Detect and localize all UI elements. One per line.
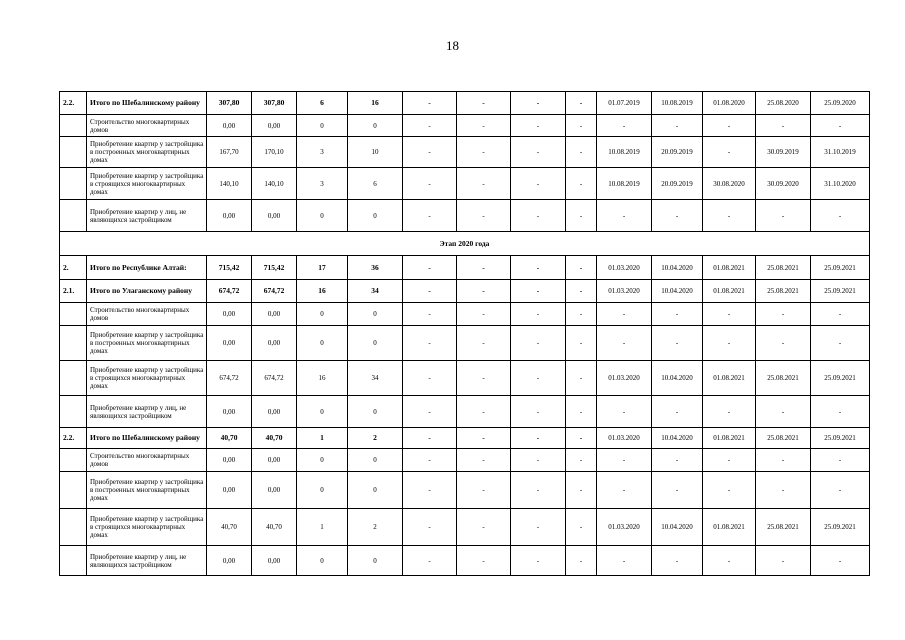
value-cell: 3 [297, 137, 348, 168]
row-number-cell [60, 200, 87, 232]
value-cell: 2 [348, 428, 403, 449]
date-cell: 01.03.2020 [597, 428, 652, 449]
value-cell: 715,42 [252, 256, 297, 280]
value-cell: 140,10 [207, 168, 252, 200]
value-cell: 715,42 [207, 256, 252, 280]
value-cell: - [403, 361, 457, 396]
value-cell: - [403, 115, 457, 137]
value-cell: - [566, 200, 597, 232]
value-cell: - [511, 396, 566, 428]
value-cell: 0,00 [252, 449, 297, 472]
value-cell: - [403, 200, 457, 232]
row-number-cell [60, 546, 87, 576]
date-cell: - [652, 200, 703, 232]
table-row [60, 396, 870, 428]
date-cell: - [811, 546, 870, 576]
value-cell: 0 [348, 472, 403, 509]
date-cell: - [597, 449, 652, 472]
value-cell: 16 [348, 92, 403, 115]
value-cell: - [511, 200, 566, 232]
value-cell: - [403, 280, 457, 303]
row-number-cell [60, 115, 87, 137]
date-cell: 01.03.2020 [597, 361, 652, 396]
date-cell: 01.03.2020 [597, 509, 652, 546]
row-description-cell: Приобретение квартир у застройщика в построенных многоквартирных домах [87, 137, 207, 168]
value-cell: 0 [348, 115, 403, 137]
row-number-cell [60, 396, 87, 428]
date-cell: 01.08.2021 [703, 509, 756, 546]
row-description-cell: Приобретение квартир у застройщика в строящихся многоквартирных домах [87, 168, 207, 200]
date-cell: 01.08.2021 [703, 280, 756, 303]
row-number-cell: 2. [60, 256, 87, 280]
value-cell: 170,10 [252, 137, 297, 168]
date-cell: 25.09.2021 [811, 509, 870, 546]
date-cell: 25.08.2021 [756, 280, 811, 303]
value-cell: - [511, 428, 566, 449]
value-cell: 0 [348, 396, 403, 428]
date-cell: 10.04.2020 [652, 428, 703, 449]
value-cell: 6 [348, 168, 403, 200]
table-row [60, 449, 870, 472]
date-cell: - [756, 326, 811, 361]
value-cell: - [511, 137, 566, 168]
row-description-cell: Приобретение квартир у застройщика в строящихся многоквартирных домах [87, 361, 207, 396]
value-cell: 0 [297, 200, 348, 232]
value-cell: 40,70 [252, 509, 297, 546]
value-cell: 10 [348, 137, 403, 168]
date-cell: 10.04.2020 [652, 280, 703, 303]
date-cell: - [756, 200, 811, 232]
value-cell: 0,00 [252, 303, 297, 326]
row-description-cell: Итого по Шебалинскому району [87, 428, 207, 449]
value-cell: - [566, 326, 597, 361]
value-cell: - [566, 361, 597, 396]
table-row [60, 256, 870, 280]
date-cell: - [652, 449, 703, 472]
date-cell: 25.09.2021 [811, 428, 870, 449]
date-cell: - [756, 396, 811, 428]
date-cell: 01.08.2021 [703, 428, 756, 449]
value-cell: 0,00 [252, 396, 297, 428]
value-cell: 0 [297, 303, 348, 326]
date-cell: - [652, 546, 703, 576]
value-cell: 0 [297, 115, 348, 137]
value-cell: 0 [348, 200, 403, 232]
date-cell: - [703, 546, 756, 576]
value-cell: - [511, 168, 566, 200]
value-cell: - [511, 92, 566, 115]
date-cell: 25.09.2020 [811, 92, 870, 115]
value-cell: 6 [297, 92, 348, 115]
value-cell: - [403, 92, 457, 115]
value-cell: 40,70 [207, 509, 252, 546]
date-cell: - [703, 326, 756, 361]
date-cell: 25.08.2020 [756, 92, 811, 115]
row-number-cell [60, 449, 87, 472]
value-cell: 36 [348, 256, 403, 280]
date-cell: - [756, 115, 811, 137]
date-cell: - [703, 472, 756, 509]
value-cell: - [457, 92, 511, 115]
row-number-cell [60, 361, 87, 396]
value-cell: - [566, 509, 597, 546]
row-description-cell: Строительство многоквартирных домов [87, 115, 207, 137]
value-cell: - [511, 326, 566, 361]
date-cell: 10.08.2019 [597, 168, 652, 200]
date-cell: - [811, 449, 870, 472]
value-cell: - [511, 115, 566, 137]
value-cell: - [511, 256, 566, 280]
value-cell: - [403, 509, 457, 546]
value-cell: 0,00 [207, 200, 252, 232]
date-cell: 30.09.2019 [756, 137, 811, 168]
value-cell: - [511, 303, 566, 326]
row-description-cell: Приобретение квартир у лиц, не являющихся застройщиком [87, 396, 207, 428]
date-cell: - [652, 115, 703, 137]
date-cell: - [811, 115, 870, 137]
value-cell: - [511, 509, 566, 546]
value-cell: 0 [297, 449, 348, 472]
value-cell: - [566, 303, 597, 326]
date-cell: 01.03.2020 [597, 280, 652, 303]
row-description-cell: Приобретение квартир у лиц, не являющихся застройщиком [87, 200, 207, 232]
value-cell: - [403, 449, 457, 472]
date-cell: 25.08.2021 [756, 509, 811, 546]
value-cell: 0,00 [207, 449, 252, 472]
date-cell: - [597, 115, 652, 137]
value-cell: - [457, 168, 511, 200]
date-cell: - [597, 326, 652, 361]
value-cell: 0 [297, 472, 348, 509]
value-cell: 40,70 [207, 428, 252, 449]
value-cell: - [566, 472, 597, 509]
date-cell: 25.09.2021 [811, 256, 870, 280]
value-cell: - [403, 546, 457, 576]
date-cell: 25.08.2021 [756, 428, 811, 449]
row-description-cell: Строительство многоквартирных домов [87, 449, 207, 472]
row-number-cell [60, 509, 87, 546]
value-cell: 0,00 [207, 326, 252, 361]
date-cell: 10.04.2020 [652, 361, 703, 396]
date-cell: - [652, 472, 703, 509]
date-cell: - [597, 200, 652, 232]
date-cell: - [703, 137, 756, 168]
stage-header-row [60, 232, 870, 256]
row-number-cell [60, 137, 87, 168]
table-row [60, 200, 870, 232]
row-description-cell: Итого по Улаганскому району [87, 280, 207, 303]
date-cell: 01.08.2021 [703, 361, 756, 396]
value-cell: - [566, 115, 597, 137]
date-cell: 01.08.2020 [703, 92, 756, 115]
value-cell: - [403, 428, 457, 449]
value-cell: - [457, 396, 511, 428]
value-cell: - [403, 396, 457, 428]
date-cell: - [652, 396, 703, 428]
value-cell: - [457, 115, 511, 137]
value-cell: 3 [297, 168, 348, 200]
value-cell: - [566, 168, 597, 200]
date-cell: - [597, 396, 652, 428]
date-cell: 30.09.2020 [756, 168, 811, 200]
value-cell: 1 [297, 509, 348, 546]
value-cell: - [403, 137, 457, 168]
date-cell: - [811, 326, 870, 361]
date-cell: 25.09.2021 [811, 361, 870, 396]
value-cell: - [566, 137, 597, 168]
value-cell: 674,72 [207, 361, 252, 396]
row-number-cell [60, 326, 87, 361]
value-cell: - [457, 546, 511, 576]
date-cell: 31.10.2019 [811, 137, 870, 168]
date-cell: - [597, 472, 652, 509]
table-row [60, 92, 870, 115]
value-cell: 34 [348, 280, 403, 303]
value-cell: 0 [348, 326, 403, 361]
value-cell: - [457, 428, 511, 449]
value-cell: - [403, 168, 457, 200]
row-description-cell: Приобретение квартир у застройщика в построенных многоквартирных домах [87, 472, 207, 509]
value-cell: 0 [348, 303, 403, 326]
value-cell: - [457, 137, 511, 168]
schedule-table-wrapper [59, 91, 869, 576]
value-cell: 674,72 [252, 280, 297, 303]
value-cell: - [566, 396, 597, 428]
row-description-cell: Приобретение квартир у застройщика в построенных многоквартирных домах [87, 326, 207, 361]
value-cell: - [511, 472, 566, 509]
value-cell: 2 [348, 509, 403, 546]
date-cell: 01.03.2020 [597, 256, 652, 280]
date-cell: 10.08.2019 [597, 137, 652, 168]
value-cell: - [403, 472, 457, 509]
date-cell: - [652, 303, 703, 326]
value-cell: 0,00 [207, 303, 252, 326]
value-cell: 0 [297, 546, 348, 576]
date-cell: 25.08.2021 [756, 256, 811, 280]
table-row [60, 303, 870, 326]
table-row [60, 115, 870, 137]
row-number-cell [60, 303, 87, 326]
table-body [60, 92, 870, 576]
date-cell: - [703, 200, 756, 232]
value-cell: - [566, 428, 597, 449]
value-cell: 40,70 [252, 428, 297, 449]
stage-title: Этап 2020 года [60, 232, 870, 256]
date-cell: 20.09.2019 [652, 137, 703, 168]
value-cell: - [566, 256, 597, 280]
date-cell: 20.09.2019 [652, 168, 703, 200]
table-row [60, 546, 870, 576]
value-cell: 16 [297, 280, 348, 303]
value-cell: 307,80 [207, 92, 252, 115]
value-cell: - [457, 361, 511, 396]
value-cell: 0,00 [252, 326, 297, 361]
schedule-table [59, 91, 870, 576]
value-cell: - [566, 449, 597, 472]
value-cell: - [457, 280, 511, 303]
value-cell: - [457, 449, 511, 472]
value-cell: 140,10 [252, 168, 297, 200]
row-number-cell: 2.2. [60, 92, 87, 115]
date-cell: 01.07.2019 [597, 92, 652, 115]
value-cell: 674,72 [252, 361, 297, 396]
table-row [60, 428, 870, 449]
date-cell: 01.08.2021 [703, 256, 756, 280]
value-cell: - [566, 546, 597, 576]
value-cell: 1 [297, 428, 348, 449]
value-cell: - [457, 326, 511, 361]
value-cell: - [403, 256, 457, 280]
date-cell: - [811, 472, 870, 509]
value-cell: 0 [348, 546, 403, 576]
row-number-cell [60, 472, 87, 509]
value-cell: 0,00 [207, 472, 252, 509]
value-cell: - [511, 449, 566, 472]
value-cell: - [403, 303, 457, 326]
value-cell: 307,80 [252, 92, 297, 115]
value-cell: 0 [297, 396, 348, 428]
date-cell: - [597, 546, 652, 576]
row-description-cell: Приобретение квартир у лиц, не являющихся застройщиком [87, 546, 207, 576]
value-cell: 0 [297, 326, 348, 361]
value-cell: - [457, 200, 511, 232]
row-description-cell: Приобретение квартир у застройщика в строящихся многоквартирных домах [87, 509, 207, 546]
value-cell: 674,72 [207, 280, 252, 303]
value-cell: - [457, 256, 511, 280]
value-cell: 0,00 [252, 472, 297, 509]
value-cell: 0,00 [207, 546, 252, 576]
value-cell: 0,00 [207, 396, 252, 428]
date-cell: - [811, 200, 870, 232]
value-cell: 0,00 [252, 115, 297, 137]
date-cell: 25.09.2021 [811, 280, 870, 303]
date-cell: - [756, 449, 811, 472]
date-cell: - [597, 303, 652, 326]
date-cell: - [756, 303, 811, 326]
row-description-cell: Итого по Шебалинскому району [87, 92, 207, 115]
value-cell: - [403, 326, 457, 361]
date-cell: 31.10.2020 [811, 168, 870, 200]
date-cell: - [703, 115, 756, 137]
value-cell: 0 [348, 449, 403, 472]
row-description-cell: Итого по Республике Алтай: [87, 256, 207, 280]
value-cell: 0,00 [252, 200, 297, 232]
value-cell: - [457, 303, 511, 326]
date-cell: - [756, 546, 811, 576]
table-row [60, 168, 870, 200]
date-cell: - [703, 303, 756, 326]
value-cell: - [566, 280, 597, 303]
value-cell: - [457, 509, 511, 546]
value-cell: 17 [297, 256, 348, 280]
row-number-cell: 2.2. [60, 428, 87, 449]
date-cell: - [811, 396, 870, 428]
value-cell: 0,00 [207, 115, 252, 137]
value-cell: - [511, 361, 566, 396]
row-description-cell: Строительство многоквартирных домов [87, 303, 207, 326]
date-cell: 30.08.2020 [703, 168, 756, 200]
table-row [60, 326, 870, 361]
date-cell: 10.04.2020 [652, 509, 703, 546]
date-cell: - [703, 449, 756, 472]
value-cell: 0,00 [252, 546, 297, 576]
row-number-cell [60, 168, 87, 200]
table-row [60, 361, 870, 396]
row-number-cell: 2.1. [60, 280, 87, 303]
value-cell: - [566, 92, 597, 115]
date-cell: 25.08.2021 [756, 361, 811, 396]
page-number: 18 [446, 38, 459, 53]
value-cell: 167,70 [207, 137, 252, 168]
table-row [60, 509, 870, 546]
value-cell: - [457, 472, 511, 509]
table-row [60, 472, 870, 509]
date-cell: 10.08.2019 [652, 92, 703, 115]
date-cell: - [652, 326, 703, 361]
date-cell: - [703, 396, 756, 428]
date-cell: 10.04.2020 [652, 256, 703, 280]
value-cell: 16 [297, 361, 348, 396]
value-cell: 34 [348, 361, 403, 396]
date-cell: - [756, 472, 811, 509]
value-cell: - [511, 280, 566, 303]
table-row [60, 280, 870, 303]
date-cell: - [811, 303, 870, 326]
table-row [60, 137, 870, 168]
value-cell: - [511, 546, 566, 576]
